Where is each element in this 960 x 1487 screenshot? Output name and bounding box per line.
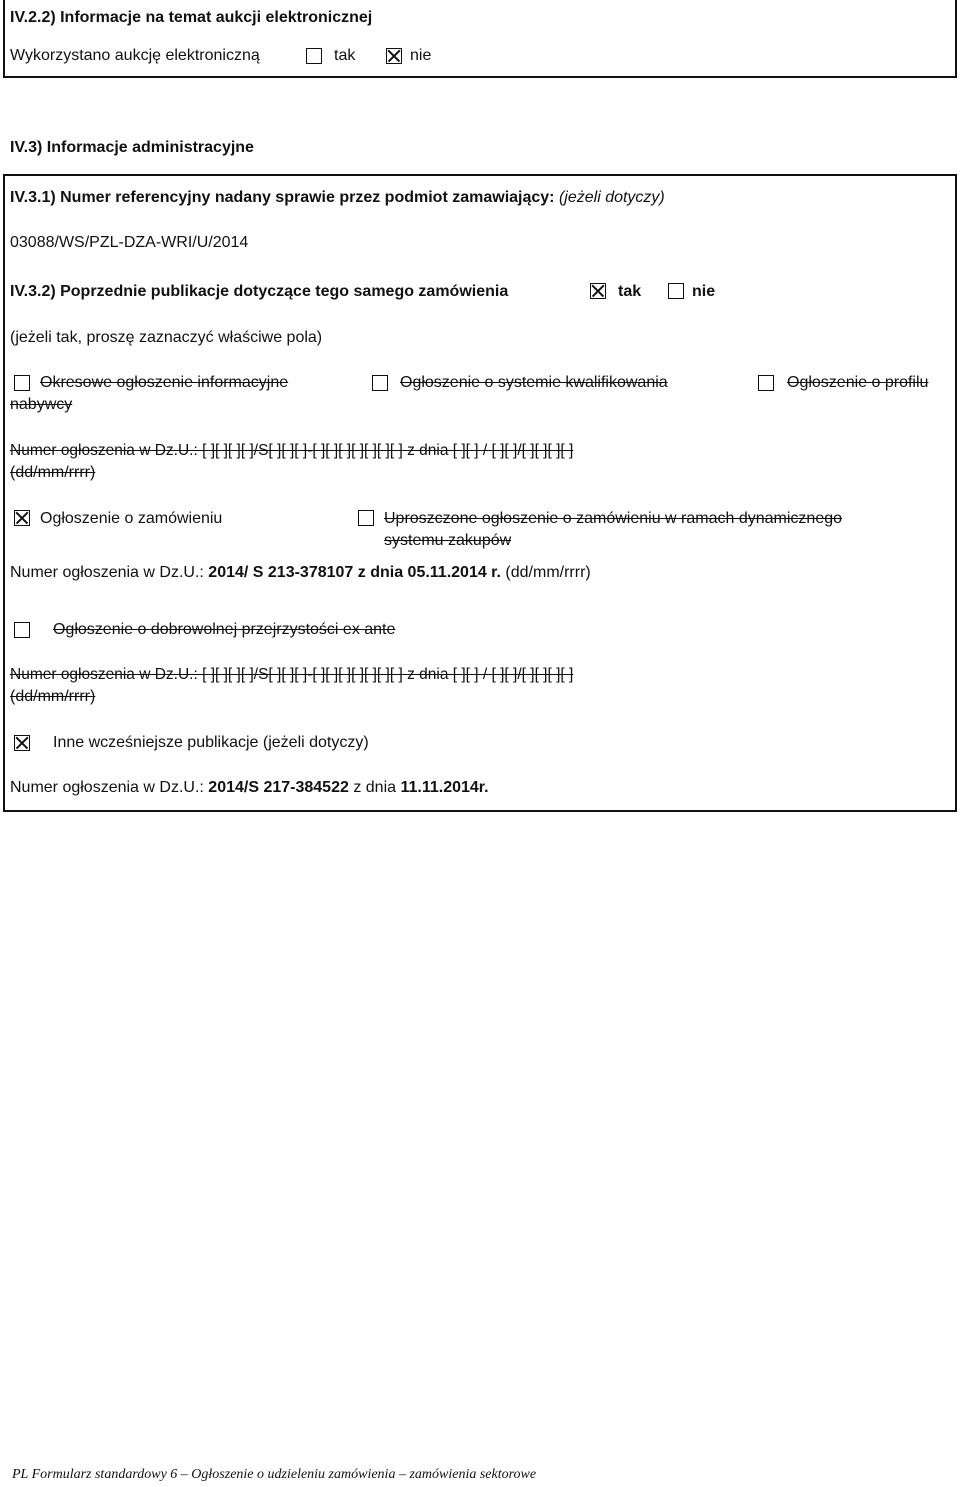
checked-checkbox-icon bbox=[14, 735, 30, 751]
checked-checkbox-icon bbox=[14, 510, 30, 526]
previous-yes-checkbox[interactable] bbox=[590, 283, 606, 301]
other-notice-number-line: Numer ogłoszenia w Dz.U.: 2014/S 217-384522 z dnia 11.11.2014r. bbox=[10, 779, 489, 796]
simplified-notice-label: Uproszczone ogłoszenie o zamówieniu w ramach dynamicznego bbox=[384, 510, 843, 527]
date-format-1: (dd/mm/rrrr) bbox=[10, 464, 96, 481]
administrative-info-heading: IV.3) Informacje administracyjne bbox=[10, 139, 254, 156]
auction-yes-label: tak bbox=[334, 47, 356, 64]
checked-checkbox-icon bbox=[590, 283, 606, 299]
date-format-2: (dd/mm/rrrr) bbox=[10, 688, 96, 705]
previous-yes-label: tak bbox=[618, 283, 642, 300]
buyer-profile-label: Ogłoszenie o profilu bbox=[787, 374, 929, 391]
notice-number-template-1: Numer ogłoszenia w Dz.U.: [ ][ ][ ][ ]/S[ ][ ][ ]-[ ][ ][ ][ ][ ][ ][ ] z dnia [ ][ ] / [ ][ ]/[ ][ ][ ][ ] bbox=[10, 442, 574, 459]
checked-checkbox-icon bbox=[386, 48, 402, 64]
reference-heading: IV.3.1) Numer referencyjny nadany sprawie przez podmiot zamawiający: (jeżeli dotyczy) bbox=[10, 189, 665, 206]
empty-checkbox-icon bbox=[358, 510, 374, 526]
ex-ante-checkbox[interactable] bbox=[14, 622, 30, 640]
empty-checkbox-icon bbox=[306, 48, 322, 64]
auction-no-label: nie bbox=[410, 47, 432, 64]
contract-notice-checkbox[interactable] bbox=[14, 510, 30, 528]
auction-heading: IV.2.2) Informacje na temat aukcji elektronicznej bbox=[10, 9, 373, 26]
empty-checkbox-icon bbox=[668, 283, 684, 299]
auction-label: Wykorzystano aukcję elektroniczną bbox=[10, 47, 260, 64]
empty-checkbox-icon bbox=[758, 375, 774, 391]
periodic-notice-checkbox[interactable] bbox=[14, 375, 30, 393]
notice-number-line: Numer ogłoszenia w Dz.U.: 2014/ S 213-378107 z dnia 05.11.2014 r. (dd/mm/rrrr) bbox=[10, 564, 591, 581]
page-footer: PL Formularz standardowy 6 – Ogłoszenie o udzieleniu zamówienia – zamówienia sektorowe bbox=[12, 1467, 537, 1482]
ex-ante-label: Ogłoszenie o dobrowolnej przejrzystości ex ante bbox=[53, 621, 396, 638]
other-publications-label: Inne wcześniejsze publikacje (jeżeli dotyczy) bbox=[53, 734, 369, 751]
notice-number-template-2: Numer ogłoszenia w Dz.U.: [ ][ ][ ][ ]/S[ ][ ][ ]-[ ][ ][ ][ ][ ][ ][ ] z dnia [ ][ ] / [ ][ ]/[ ][ ][ ][ ] bbox=[10, 666, 574, 683]
reference-value: 03088/WS/PZL-DZA-WRI/U/2014 bbox=[10, 234, 249, 251]
previous-publications-heading: IV.3.2) Poprzednie publikacje dotyczące tego samego zamówienia bbox=[10, 283, 509, 300]
other-publications-checkbox[interactable] bbox=[14, 735, 30, 753]
administrative-section-box bbox=[3, 174, 957, 812]
empty-checkbox-icon bbox=[14, 375, 30, 391]
auction-yes-checkbox[interactable] bbox=[306, 48, 322, 66]
empty-checkbox-icon bbox=[372, 375, 388, 391]
previous-no-label: nie bbox=[692, 283, 716, 300]
simplified-notice-checkbox[interactable] bbox=[358, 510, 374, 528]
qualification-notice-label: Ogłoszenie o systemie kwalifikowania bbox=[400, 374, 668, 391]
buyer-profile-checkbox[interactable] bbox=[758, 375, 774, 393]
previous-hint: (jeżeli tak, proszę zaznaczyć właściwe pola) bbox=[10, 329, 323, 346]
contract-notice-label: Ogłoszenie o zamówieniu bbox=[40, 510, 223, 527]
auction-no-checkbox[interactable] bbox=[386, 48, 402, 66]
buyer-profile-label-cont: nabywcy bbox=[10, 396, 73, 413]
simplified-notice-label-cont: systemu zakupów bbox=[384, 532, 512, 549]
periodic-notice-label: Okresowe ogłoszenie informacyjne bbox=[40, 374, 289, 391]
empty-checkbox-icon bbox=[14, 622, 30, 638]
qualification-notice-checkbox[interactable] bbox=[372, 375, 388, 393]
previous-no-checkbox[interactable] bbox=[668, 283, 684, 301]
